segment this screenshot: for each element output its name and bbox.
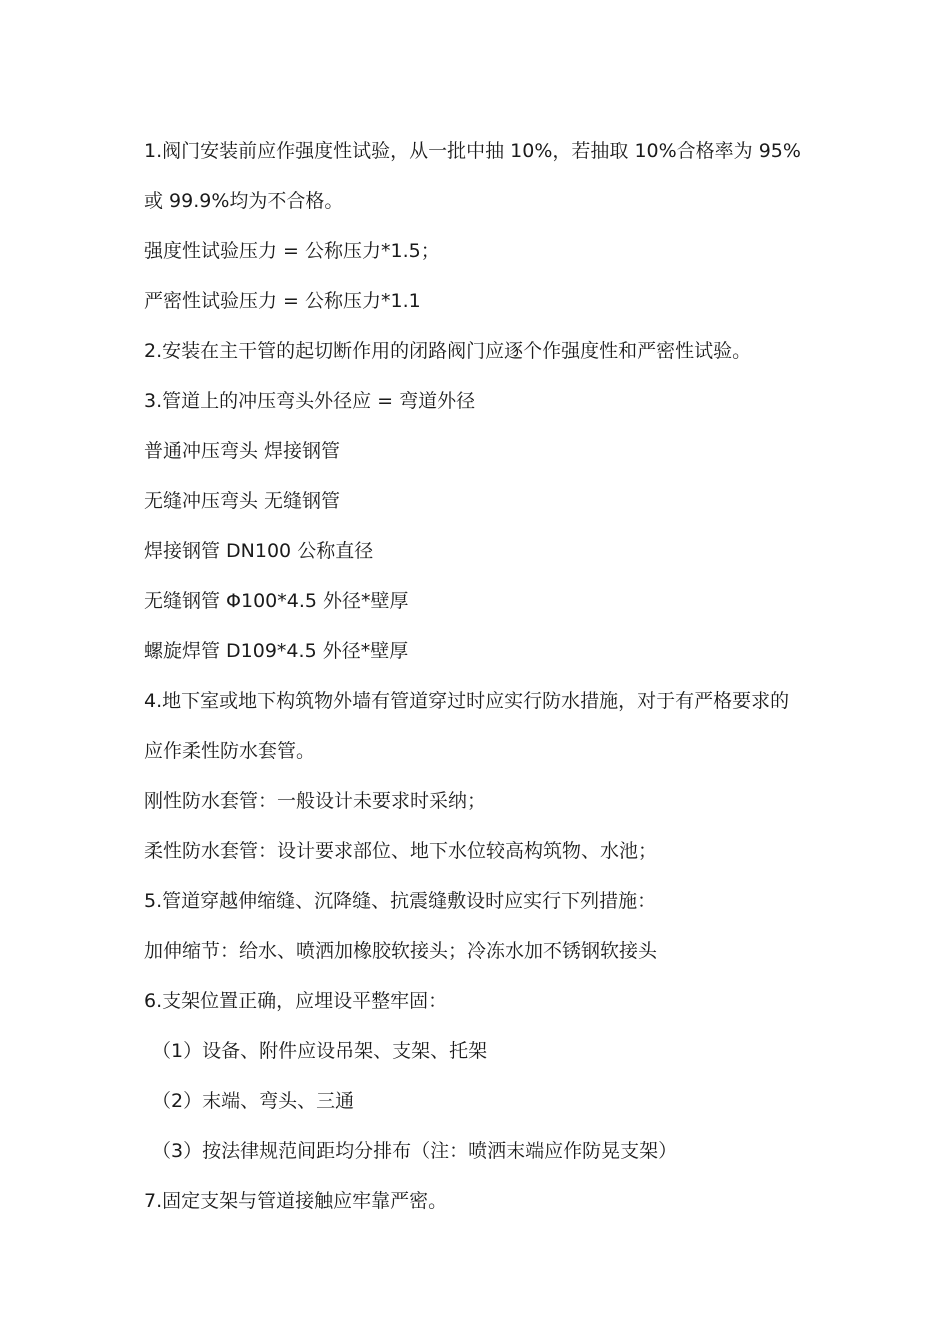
text-line: 应作柔性防水套管。 [144, 740, 316, 762]
text-line: 无缝冲压弯头 无缝钢管 [144, 490, 341, 512]
text-line: 强度性试验压力 = 公称压力*1.5； [144, 240, 440, 262]
text-line: 柔性防水套管：设计要求部位、地下水位较高构筑物、水池； [144, 840, 658, 862]
text-line: 2.安装在主干管的起切断作用的闭路阀门应逐个作强度性和严密性试验。 [144, 340, 752, 362]
text-line: 7.固定支架与管道接触应牢靠严密。 [144, 1190, 448, 1212]
text-line: 1.阀门安装前应作强度性试验，从一批中抽 10%，若抽取 10%合格率为 95% [144, 140, 801, 162]
text-line: 刚性防水套管：一般设计未要求时采纳； [144, 790, 487, 812]
text-line: 螺旋焊管 D109*4.5 外径*壁厚 [144, 640, 409, 662]
text-line: 5.管道穿越伸缩缝、沉降缝、抗震缝敷设时应实行下列措施： [144, 890, 657, 912]
list-item: （2）末端、弯头、三通 [152, 1090, 355, 1112]
text-line: 普通冲压弯头 焊接钢管 [144, 440, 341, 462]
text-line: 4.地下室或地下构筑物外墙有管道穿过时应实行防水措施，对于有严格要求的 [144, 690, 790, 712]
text-line: 焊接钢管 DN100 公称直径 [144, 540, 374, 562]
text-line: 或 99.9%均为不合格。 [144, 190, 344, 212]
text-line: 严密性试验压力 = 公称压力*1.1 [144, 290, 421, 312]
document-body [144, 136, 824, 1236]
text-line: 3.管道上的冲压弯头外径应 = 弯道外径 [144, 390, 476, 412]
list-item: （1）设备、附件应设吊架、支架、托架 [152, 1040, 488, 1062]
text-line: 6.支架位置正确，应埋设平整牢固： [144, 990, 448, 1012]
list-item: （3）按法律规范间距均分排布（注：喷洒末端应作防晃支架） [152, 1140, 678, 1162]
text-line: 无缝钢管 Φ100*4.5 外径*壁厚 [144, 590, 409, 612]
text-line: 加伸缩节：给水、喷洒加橡胶软接头；冷冻水加不锈钢软接头 [144, 940, 658, 962]
